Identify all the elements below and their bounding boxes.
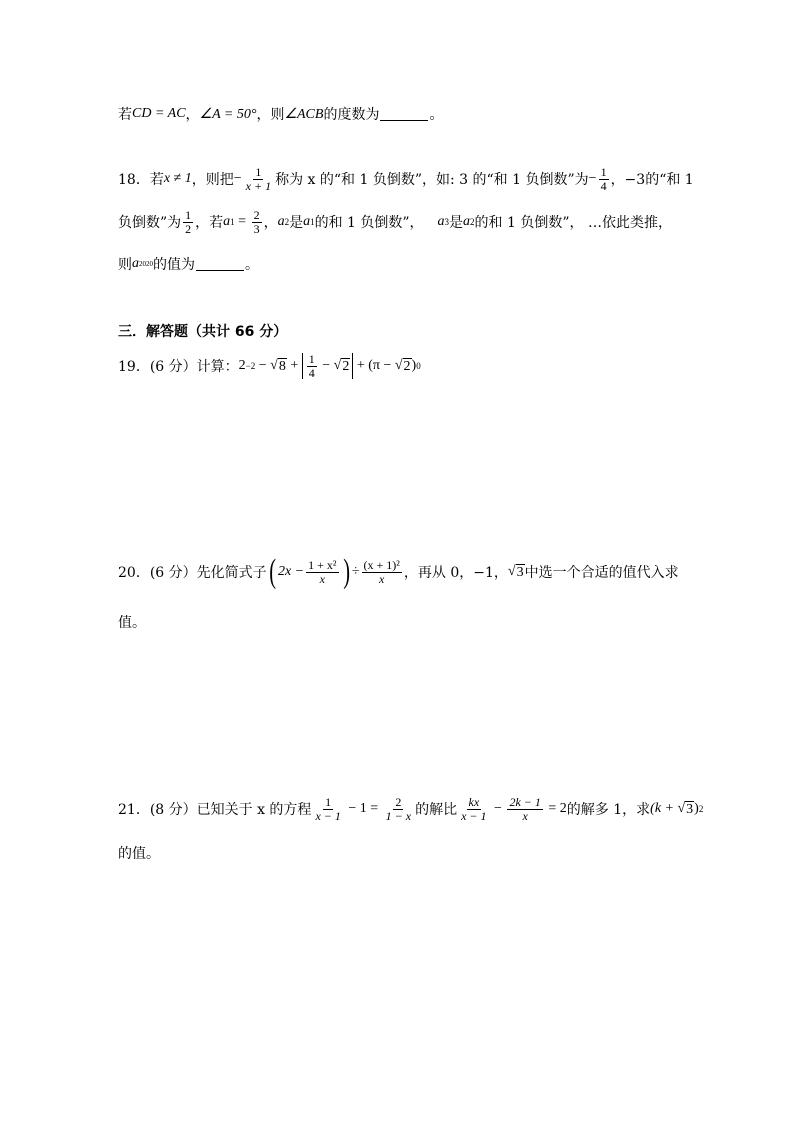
denominator: 3 (253, 221, 260, 236)
text: 的值为 (153, 257, 195, 273)
q20-line-1 (118, 555, 679, 589)
sqrt: √ 2 (333, 357, 350, 374)
numerator: 2 (395, 795, 402, 809)
subscript: 2 (284, 217, 290, 228)
math-var: a (132, 256, 139, 271)
fraction (384, 796, 413, 822)
denominator: 4 (600, 178, 607, 193)
radicand: 2 (342, 358, 350, 374)
q21-line-2 (118, 843, 160, 863)
denominator: x + 1 (245, 178, 272, 193)
text: 若 (118, 107, 132, 123)
q18-line-3 (118, 254, 259, 274)
minus-sign: − (255, 358, 271, 374)
text: 是 (289, 215, 304, 232)
minus-sign: − (588, 171, 597, 187)
denominator: 1 − x (385, 808, 412, 823)
text: 。 (245, 257, 259, 273)
big-close-paren: ) (342, 553, 350, 590)
numerator: 2 (253, 208, 260, 222)
numerator: 1 (255, 165, 262, 179)
math-term: − 1 = (344, 801, 382, 817)
fraction (183, 209, 193, 235)
q18-line-1 (118, 166, 694, 192)
text: 。 (429, 107, 444, 123)
close-paren: ) (694, 801, 699, 817)
sqrt: √ 3 (507, 563, 524, 580)
math-term: (k + (650, 801, 678, 817)
text: ， (185, 107, 200, 123)
denominator: 2 (185, 221, 192, 236)
radicand: 3 (516, 564, 524, 580)
math-condition: x ≠ 1 (163, 171, 192, 187)
minus-sign: − (233, 171, 242, 187)
radicand: 2 (403, 358, 411, 374)
math-var: a (277, 214, 285, 230)
text: 的值。 (118, 846, 160, 862)
big-open-paren: ( (268, 553, 276, 590)
section-title: 三．解答题（共计 66 分） (118, 324, 288, 340)
fraction (459, 796, 488, 822)
q17-tail-line (118, 104, 443, 124)
text: 的解多 1，求 (566, 802, 651, 819)
subscript: 2020 (139, 260, 153, 268)
answer-blank[interactable] (380, 108, 428, 121)
denominator: x (522, 808, 528, 823)
q18-line-2 (118, 209, 672, 235)
subscript: 1 (230, 217, 235, 228)
denominator: x − 1 (315, 808, 341, 823)
plus-sign: + (286, 358, 302, 374)
subscript: 3 (444, 217, 450, 228)
numerator: 1 + x² (308, 557, 337, 572)
fraction (507, 796, 542, 822)
denominator: x (319, 571, 325, 586)
text: 的度数为 (323, 107, 380, 123)
subscript: 2 (470, 217, 475, 228)
minus-sign: − (490, 801, 506, 817)
math-term: 2x − (277, 564, 305, 579)
radicand: 3 (686, 801, 694, 817)
section-heading (118, 321, 287, 341)
numerator: 2k − 1 (509, 795, 541, 809)
sqrt: √ 8 (270, 357, 286, 374)
fraction (244, 166, 273, 192)
numerator: kx (468, 795, 480, 809)
text: 中选一个合适的值代入求 (524, 565, 679, 581)
text: 值。 (118, 615, 146, 631)
q19-line (118, 353, 421, 379)
radicand: 8 (278, 358, 286, 374)
q20-line-2 (118, 612, 146, 632)
minus-sign: − (318, 358, 334, 374)
math-term: = 2 (544, 801, 567, 817)
fraction (252, 209, 262, 235)
fraction (307, 353, 317, 379)
text: 的和 1 负倒数”， (314, 215, 424, 232)
text: ，−3的“和 1 (610, 172, 694, 189)
fraction (362, 559, 402, 585)
superscript: 2 (698, 804, 704, 815)
math-var: a (463, 214, 471, 230)
text: ， (263, 215, 278, 232)
math-angle-acb: ∠ACB (284, 106, 324, 122)
question-number: 20．(6 分）先化简式子 (118, 565, 267, 581)
math-var: a (303, 214, 311, 230)
math-term: + (π − (353, 358, 395, 374)
denominator: x − 1 (461, 808, 487, 823)
fraction (599, 166, 609, 192)
fraction (313, 796, 342, 822)
divide-sign: ÷ (351, 564, 360, 579)
answer-blank[interactable] (196, 258, 244, 271)
math-cd-eq-ac: CD = AC (132, 106, 186, 121)
text: ，再从 0，−1， (403, 565, 508, 581)
text: 则 (118, 257, 132, 273)
close-paren: ) (411, 358, 417, 374)
absolute-value (302, 353, 354, 379)
sqrt: √ 2 (394, 357, 411, 374)
text: 是 (449, 215, 464, 232)
text: 称为 x 的“和 1 负倒数”，如: 3 的“和 1 负倒数”为 (275, 172, 589, 189)
question-number: 18．若 (118, 172, 164, 189)
question-number: 21．(8 分）已知关于 x 的方程 (118, 802, 312, 819)
denominator: x (379, 571, 385, 586)
numerator: 1 (308, 352, 315, 366)
numerator: 1 (325, 795, 332, 809)
q21-line-1 (118, 796, 703, 822)
numerator: (x + 1)² (363, 557, 400, 572)
text: ，若 (195, 215, 224, 232)
text: 负倒数”为 (118, 215, 182, 232)
text: 的和 1 负倒数”， …依此类推， (474, 215, 672, 232)
text: ，则 (256, 107, 285, 123)
superscript: 0 (416, 361, 421, 372)
math-term: 2 (238, 358, 246, 374)
equals-sign: = (234, 214, 250, 230)
sqrt: √ 3 (677, 800, 694, 817)
subscript: 1 (310, 217, 315, 228)
text: ，则把 (191, 172, 234, 189)
denominator: 4 (308, 365, 315, 380)
numerator: 1 (600, 165, 607, 179)
math-var: a (223, 214, 231, 230)
numerator: 1 (185, 208, 192, 222)
superscript: −2 (245, 361, 256, 372)
math-angle-a: ∠A = 50° (199, 106, 257, 122)
math-var: a (437, 214, 445, 230)
question-number: 19．(6 分）计算： (118, 359, 239, 376)
fraction (306, 559, 338, 585)
text: 的解比 (415, 802, 458, 819)
